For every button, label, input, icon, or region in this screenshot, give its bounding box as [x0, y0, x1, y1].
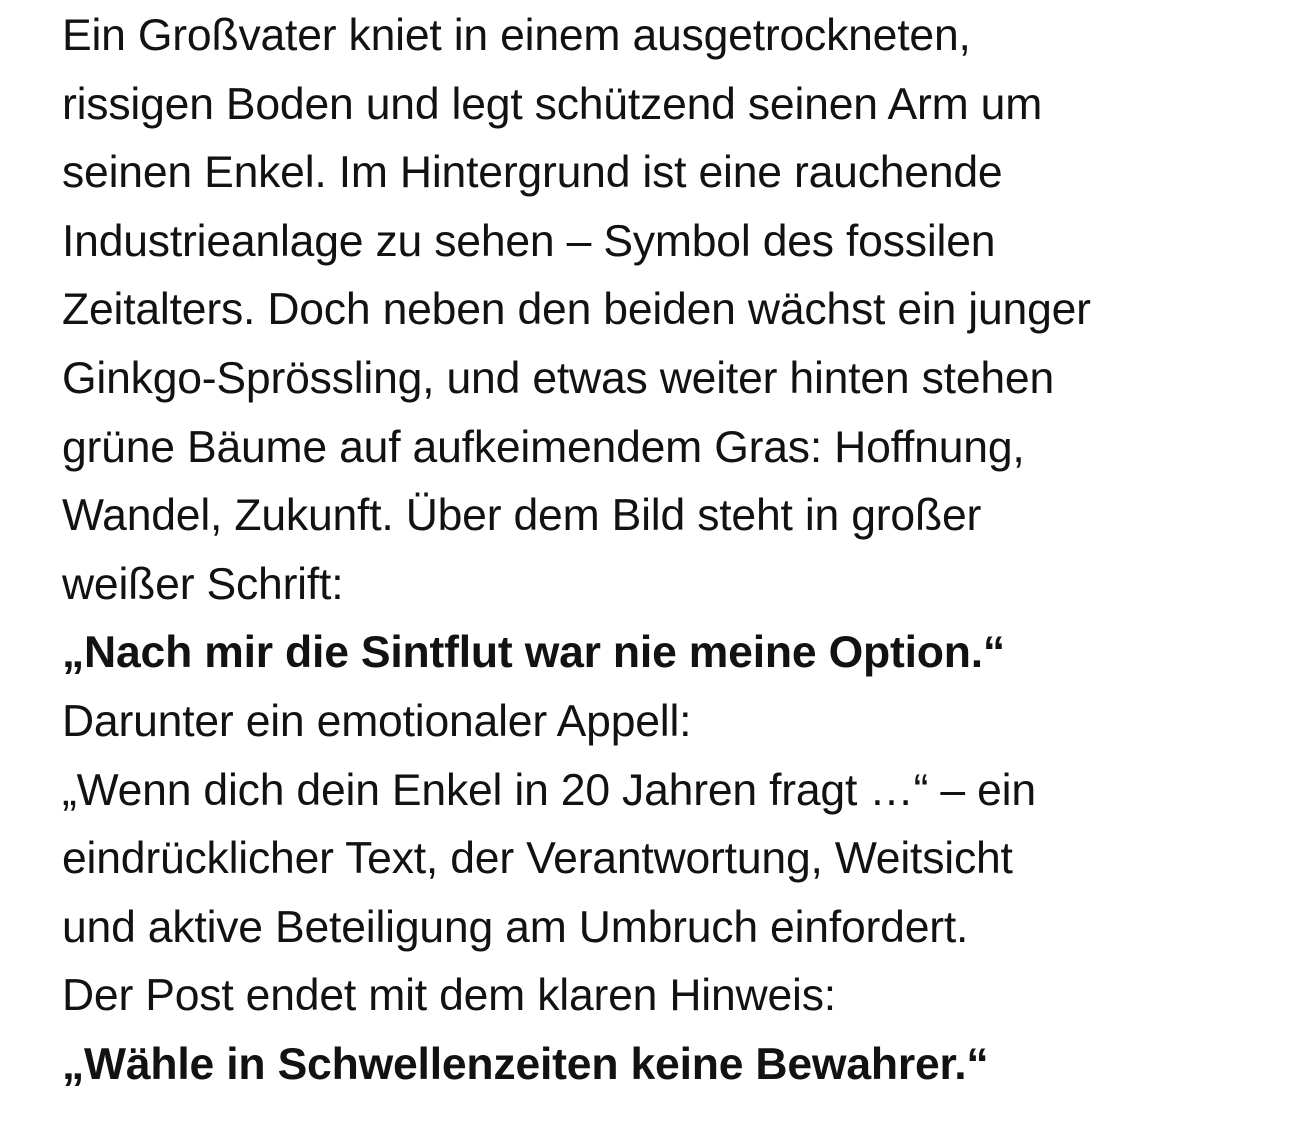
paragraph-line: Industrieanlage zu sehen – Symbol des fossilen: [62, 216, 996, 266]
paragraph-line: und aktive Beteiligung am Umbruch einfordert.: [62, 902, 969, 952]
paragraph-line: rissigen Boden und legt schützend seinen Arm um: [62, 79, 1043, 129]
paragraph-line: seinen Enkel. Im Hintergrund ist eine rauchende: [62, 148, 1003, 198]
paragraph-line: Zeitalters. Doch neben den beiden wächst ein junger: [62, 285, 1091, 335]
paragraph-line: Ginkgo-Sprössling, und etwas weiter hinten stehen: [62, 353, 1055, 403]
paragraph-line: Darunter ein emotionaler Appell:: [62, 696, 692, 746]
paragraph-line: weißer Schrift:: [62, 559, 344, 609]
paragraph-line: Wandel, Zukunft. Über dem Bild steht in großer: [62, 491, 982, 541]
bold-quote-headline: „Nach mir die Sintflut war nie meine Option.“: [62, 628, 1005, 678]
document-text: [62, 2, 1292, 1100]
paragraph-line: grüne Bäume auf aufkeimendem Gras: Hoffnung,: [62, 422, 1025, 472]
paragraph-line: Ein Großvater kniet in einem ausgetrockneten,: [62, 11, 971, 60]
paragraph-line: Der Post endet mit dem klaren Hinweis:: [62, 971, 836, 1021]
paragraph-line: „Wenn dich dein Enkel in 20 Jahren fragt …“ – ein: [62, 765, 1036, 815]
bold-quote-closing: „Wähle in Schwellenzeiten keine Bewahrer.“: [62, 1039, 989, 1089]
paragraph-line: eindrücklicher Text, der Verantwortung, Weitsicht: [62, 834, 1013, 884]
